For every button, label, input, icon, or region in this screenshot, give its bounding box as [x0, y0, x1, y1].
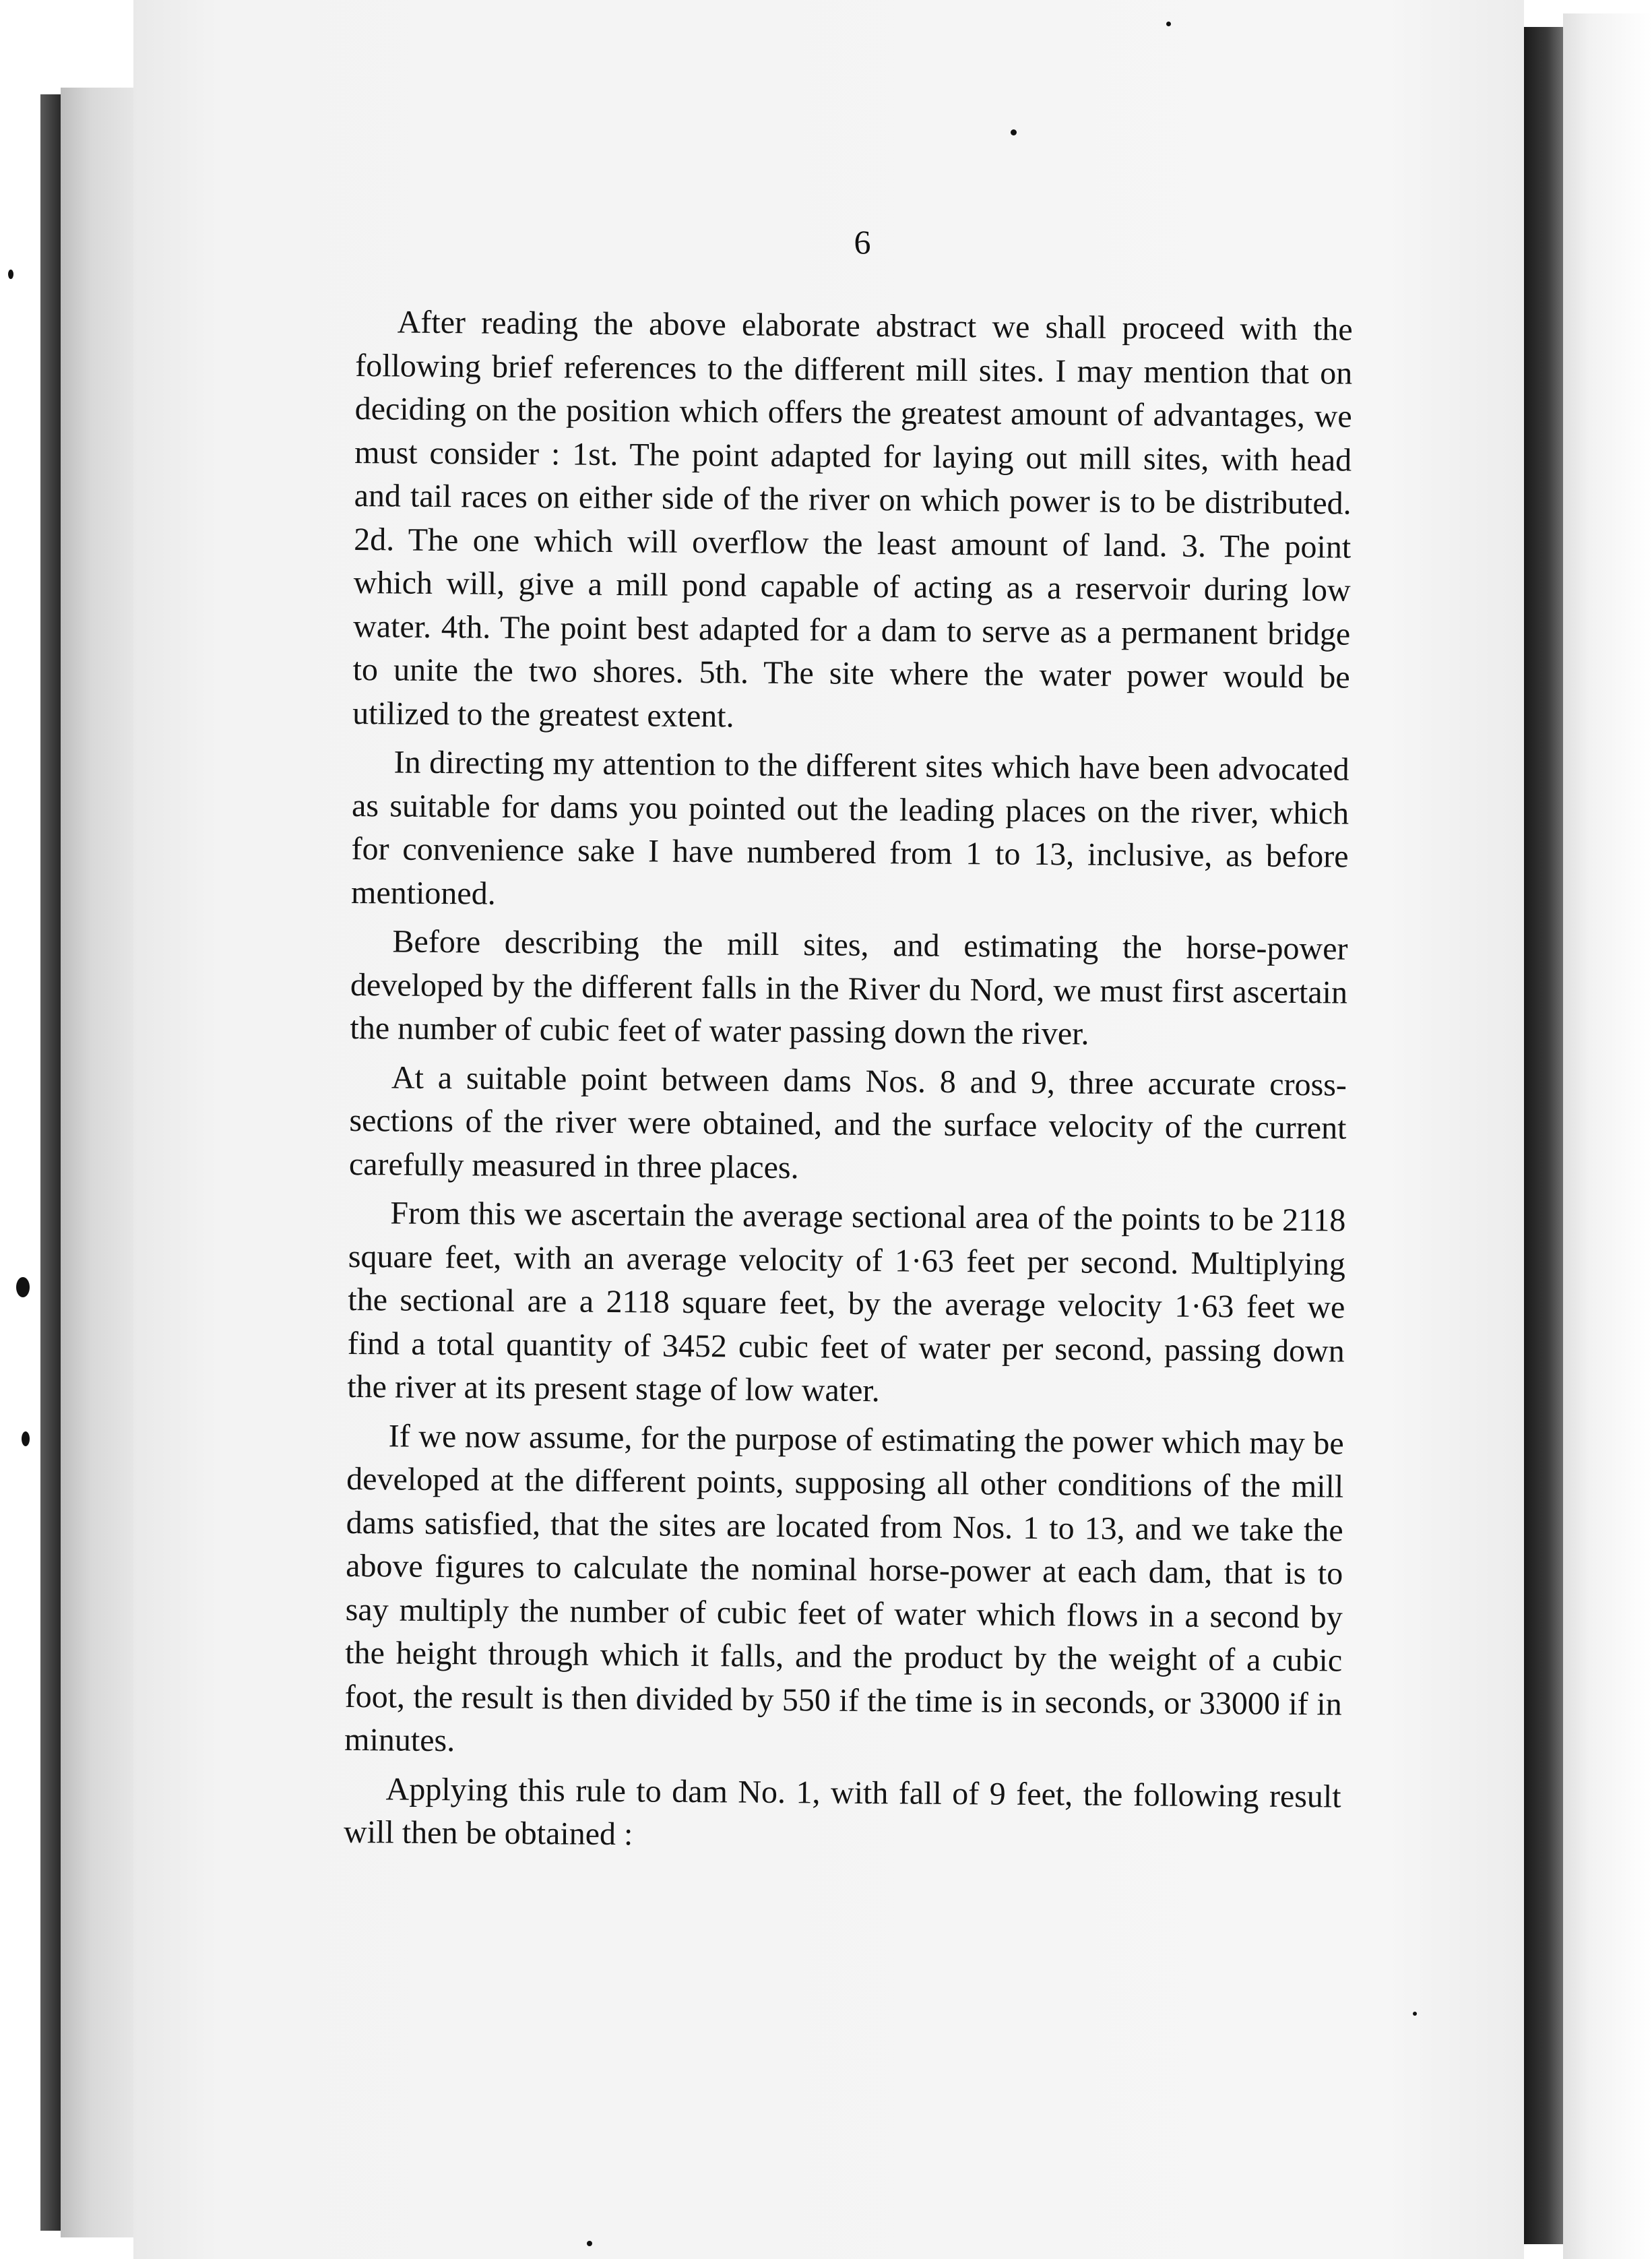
- paragraph-sites-numbered: In directing my attention to the different sites which have been advocated as suitable for dams you pointed out the leading places on the river, which for convenience sake I have numbered from 1 to 13, inclusive, as before mentioned.: [350, 744, 1349, 912]
- page-number: 6: [854, 223, 871, 261]
- left-book-edge: [40, 94, 61, 2231]
- scan-speck: [587, 2241, 592, 2246]
- paragraph-dam-one: Applying this rule to dam No. 1, with fall of 9 feet, the following result will then be obtained :: [343, 1770, 1341, 1853]
- scan-speck: [8, 270, 13, 279]
- scan-speck: [1413, 2012, 1417, 2016]
- left-page-edge: [61, 88, 135, 2237]
- paragraph-mill-site-criteria: After reading the above elaborate abstract we shall proceed with the following brief references to the different mill sites. I may mention that on deciding on the position which offers the greatest amount of advantages, we must consider : 1st. The point adapted for laying out mill sites, with head and tail races on either side of the river on which power is to be distributed. 2d. The one which will overflow the least amount of land. 3. The point which will, give a mill pond capable of acting as a reservoir during low water. 4th. The point best adapted for a dam to serve as a permanent bridge to unite the two shores. 5th. The site where the water power would be utilized to the greatest extent.: [352, 304, 1353, 734]
- paragraph-water-quantity: From this we ascertain the average sectional area of the points to be 2118 square feet, with an average velocity of 1·63 feet per second. Multiplying the sectional are a 2118 square feet, by the average velocity 1·63 feet we find a total quantity of 3452 cubic feet of water per second, passing down the river at its present stage of low water.: [347, 1195, 1346, 1409]
- right-book-gutter: [1524, 27, 1563, 2244]
- scan-speck: [1011, 129, 1017, 135]
- paragraph-power-formula: If we now assume, for the purpose of estimating the power which may be developed at the different points, supposing all other conditions of the mill dams satisfied, that the sites are located from Nos. 1 to 13, and we take the above figures to calculate the nominal horse-power at each dam, that is to say multiply the number of cubic feet of water which flows in a second by the height through which it falls, and the product by the weight of a cubic foot, the result is then divided by 550 if the time is in seconds, or 33000 if in minutes.: [344, 1417, 1344, 1759]
- paragraph-horse-power-intro: Before describing the mill sites, and estimating the horse-power developed by the different falls in the River du Nord, we must first ascertain the number of cubic feet of water passing down the river.: [350, 923, 1348, 1052]
- scan-speck: [16, 1277, 30, 1297]
- scan-speck: [22, 1431, 30, 1446]
- paragraph-cross-sections: At a suitable point between dams Nos. 8 and 9, three accurate cross-sections of the river were obtained, and the surface velocity of the current carefully measured in three places.: [348, 1059, 1347, 1185]
- scan-speck: [1166, 22, 1171, 26]
- body-text: [344, 301, 1353, 1867]
- right-facing-page: [1563, 13, 1652, 2259]
